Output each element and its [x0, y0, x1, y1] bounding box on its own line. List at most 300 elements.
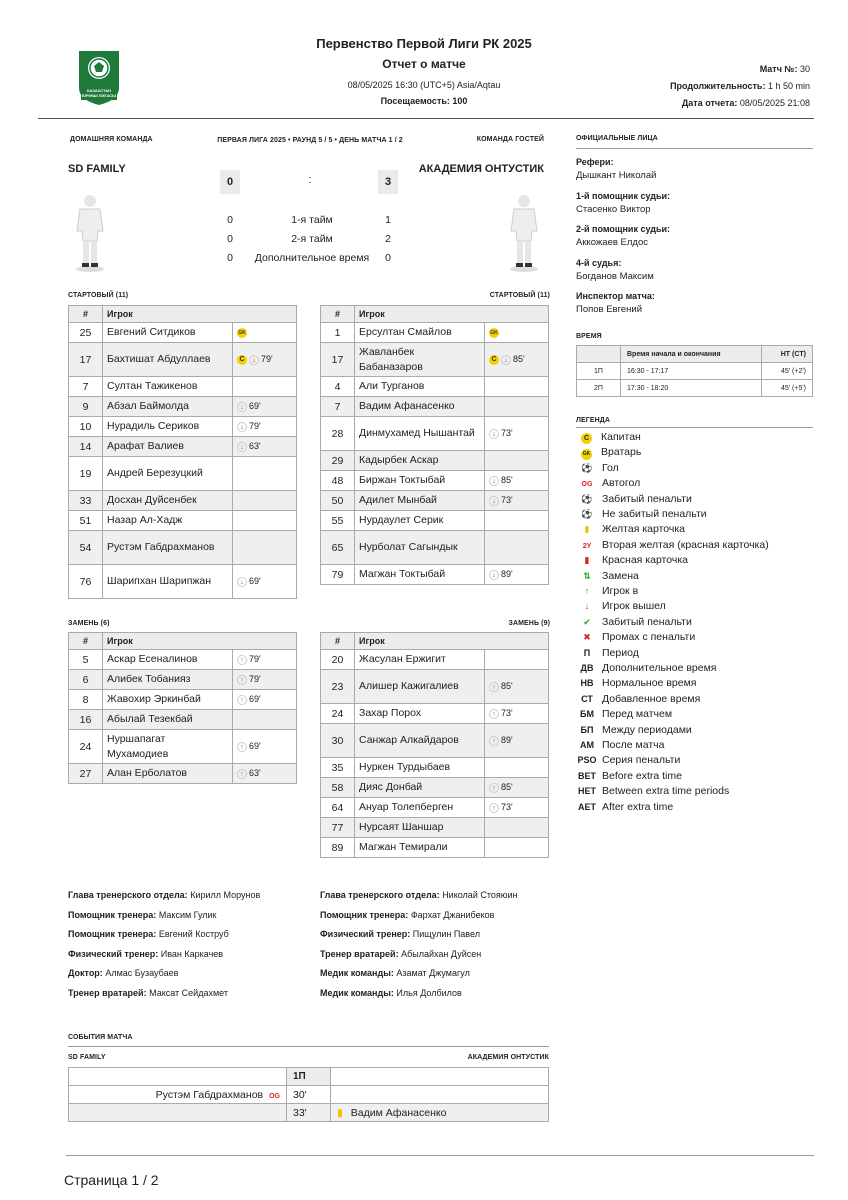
events-divider: [68, 1046, 549, 1047]
officials-list: [576, 156, 670, 324]
player-name: Магжан Темирали: [359, 841, 448, 853]
official-role: 4-й судья:: [576, 257, 622, 268]
sub-out-icon: ↓: [237, 442, 247, 452]
player-icons: [485, 471, 549, 491]
staff-row: [320, 890, 518, 910]
staff-role: Помощник тренера:: [320, 909, 409, 920]
player-number: 24: [69, 730, 103, 764]
player-number: 10: [69, 417, 103, 437]
legend-item: [576, 553, 688, 568]
report-date: [682, 98, 810, 108]
player-name: Рустэм Габдрахманов: [107, 541, 215, 553]
away-subs-caption: ЗАМЕНЬ (9): [508, 620, 550, 627]
player-icons: [485, 397, 549, 417]
table-row: [321, 531, 549, 565]
table-row: [321, 471, 549, 491]
player-name-cell: [355, 397, 485, 417]
player-name-cell: [355, 565, 485, 585]
player-name-cell: [355, 798, 485, 818]
player-icons: [485, 704, 549, 724]
player-number: 25: [69, 323, 103, 343]
player-name: Вадим Афанасенко: [359, 400, 455, 412]
player-number: 35: [321, 758, 355, 778]
player-icons: [233, 690, 297, 710]
staff-row: [320, 988, 518, 1008]
player-number: 20: [321, 650, 355, 670]
player-name: Санжар Алкайдаров: [359, 734, 459, 746]
sub-in-minute: 69': [249, 694, 261, 705]
staff-name: Максат Сейдахмет: [149, 987, 228, 998]
legend-label: Дополнительное время: [602, 662, 717, 674]
period-1-away: 1: [385, 214, 391, 226]
table-header-row: [321, 633, 549, 650]
player-name: Ануар Толепберген: [359, 801, 454, 813]
official-name: Стасенко Виктор: [576, 203, 651, 215]
col-player-header: Игрок: [355, 633, 549, 650]
staff-name: Максим Гулик: [158, 909, 217, 920]
table-row: [321, 724, 549, 758]
staff-name: Фархат Джанибеков: [410, 909, 495, 920]
legend-item: [576, 784, 729, 799]
check-icon: ✔: [583, 616, 591, 627]
player-name: Али Турганов: [359, 380, 425, 392]
player-name-cell: [103, 377, 233, 397]
table-header-row: [69, 306, 297, 323]
legend-label: Between extra time periods: [602, 785, 730, 798]
sub-out-icon: ↓: [237, 577, 247, 587]
legend-item: [576, 445, 641, 460]
player-name-cell: [103, 343, 233, 377]
player-name: Жавохир Эркинбай: [107, 693, 201, 705]
sub-in-minute: 63': [249, 768, 261, 779]
player-name-cell: [355, 377, 485, 397]
time-col-ht: HT (CT): [762, 346, 813, 363]
staff-row: [68, 910, 260, 930]
sub-out-icon: ↓: [501, 355, 511, 365]
player-icons: [485, 798, 549, 818]
player-number: 5: [69, 650, 103, 670]
staff-name: Кирилл Морунов: [190, 890, 261, 900]
own-goal-icon: OG: [581, 481, 593, 489]
table-row: [69, 417, 297, 437]
player-name: Бахтишат Абдуллаев: [107, 353, 211, 365]
player-icons: [233, 511, 297, 531]
legend-item: [576, 615, 692, 630]
table-row: [69, 531, 297, 565]
player-name: Нурадиль Сериков: [107, 420, 200, 432]
official-role: 2-й помощник судьи:: [576, 224, 671, 234]
time-range: 16:30 - 17:17: [621, 363, 762, 380]
col-number-header: #: [69, 306, 103, 323]
player-name: Биржан Токтыбай: [359, 474, 446, 486]
event-home-player: Рустэм Габдрахманов: [155, 1088, 264, 1101]
player-number: 76: [69, 565, 103, 599]
attendance-value: 100: [452, 96, 468, 106]
player-number: 8: [69, 690, 103, 710]
event-home-cell: [69, 1104, 287, 1122]
player-icons: [233, 437, 297, 457]
after-match-icon: АМ: [580, 740, 594, 750]
sub-in-icon: ↑: [237, 742, 247, 752]
legend-item: [576, 646, 639, 661]
player-icons: [233, 531, 297, 565]
player-icons: [485, 451, 549, 471]
staff-row: [68, 949, 260, 969]
event-minute: 30': [287, 1086, 331, 1104]
table-row: [69, 343, 297, 377]
sub-in-minute: 69': [249, 741, 261, 752]
extra-time-icon: ДВ: [580, 663, 594, 673]
player-name-cell: [355, 650, 485, 670]
staff-name: Евгений Коструб: [158, 929, 229, 939]
official-name: Попов Евгений: [576, 304, 643, 315]
player-number: 79: [321, 565, 355, 585]
captain-icon: C: [489, 355, 499, 365]
player-name: Кадырбек Аскар: [359, 454, 439, 466]
player-name-cell: [355, 724, 485, 758]
player-number: 23: [321, 670, 355, 704]
player-name: Назар Ал-Хадж: [107, 514, 183, 526]
table-header-row: [69, 633, 297, 650]
player-name: Нурдаулет Серик: [359, 514, 444, 526]
official-item: [576, 257, 670, 291]
player-name-cell: [103, 730, 233, 764]
player-number: 7: [321, 397, 355, 417]
sub-in-minute: 79': [249, 674, 261, 685]
yellow-card-icon: ▮: [337, 1106, 343, 1119]
player-name-cell: [355, 323, 485, 343]
table-row: [69, 457, 297, 491]
player-number: 48: [321, 471, 355, 491]
official-item: [576, 190, 670, 224]
player-icons: [485, 670, 549, 704]
player-icons: [485, 377, 549, 397]
report-subtitle: Отчет о матче: [382, 57, 466, 71]
home-subs-table: [68, 632, 297, 784]
events-home-header: [69, 1068, 287, 1086]
player-out-icon: ↓: [584, 601, 590, 612]
table-row: [321, 838, 549, 858]
official-role: Инспектор матча:: [576, 291, 655, 301]
player-name-cell: [103, 764, 233, 784]
legend-label: Между периодами: [602, 723, 692, 736]
events-away-header: [331, 1068, 549, 1086]
table-row: [69, 764, 297, 784]
player-icons: [485, 531, 549, 565]
staff-name: Абылайхан Дуйсен: [401, 948, 482, 959]
sub-out-icon: ↓: [237, 422, 247, 432]
staff-name: Иван Каркачев: [160, 948, 224, 959]
away-kit-figure: [504, 193, 544, 269]
staff-row: [68, 929, 260, 949]
sub-out-minute: 85': [513, 354, 525, 365]
staff-row: [320, 929, 518, 949]
table-row: [321, 670, 549, 704]
time-ht: 45' (+2'): [762, 363, 813, 380]
captain-icon: C: [581, 433, 592, 444]
staff-row: [320, 968, 518, 988]
player-number: 4: [321, 377, 355, 397]
player-number: 54: [69, 531, 103, 565]
sub-out-icon: ↓: [489, 429, 499, 439]
home-lineup-table: [68, 305, 297, 599]
legend-item: [576, 769, 682, 784]
table-row: [69, 323, 297, 343]
table-row: [321, 511, 549, 531]
attendance-label: Посещаемость:: [380, 96, 450, 106]
player-name: Абылай Тезекбай: [107, 713, 193, 725]
legend-item: [576, 800, 673, 815]
time-header-row: [577, 346, 813, 363]
before-match-icon: БМ: [580, 709, 594, 720]
player-name-cell: [103, 670, 233, 690]
legend-item: [576, 676, 696, 691]
player-number: 77: [321, 818, 355, 838]
player-number: 17: [321, 343, 355, 377]
player-icons: [233, 565, 297, 599]
table-row: [69, 397, 297, 417]
sub-out-minute: 79': [249, 421, 261, 432]
player-icons: [485, 565, 549, 585]
sub-in-minute: 73': [501, 802, 513, 813]
sub-in-icon: ↑: [237, 769, 247, 779]
player-in-icon: ↑: [584, 586, 590, 596]
player-name-cell: [103, 323, 233, 343]
table-row: [321, 818, 549, 838]
match-number: [760, 64, 810, 74]
player-icons: [485, 778, 549, 798]
away-lineup-table: [320, 305, 549, 585]
time-col-period: [577, 346, 621, 363]
player-number: 1: [321, 323, 355, 343]
official-item: [576, 290, 670, 324]
events-header-row: [69, 1068, 549, 1086]
player-number: 27: [69, 764, 103, 784]
player-name: Жасулан Ержигит: [359, 653, 446, 665]
staff-row: [68, 890, 260, 910]
events-away-team: АКАДЕМИЯ ОНТУСТИК: [467, 1054, 549, 1061]
legend-label: Желтая карточка: [602, 523, 686, 536]
legend-item: [576, 430, 641, 445]
between-extra-time-icon: HET: [578, 786, 596, 797]
sub-out-minute: 89': [501, 569, 513, 580]
legend-item: [576, 584, 638, 599]
table-row: [321, 343, 549, 377]
table-row: [69, 491, 297, 511]
legend-label: Автогол: [602, 477, 641, 490]
away-caption: КОМАНДА ГОСТЕЙ: [476, 136, 544, 143]
footer-divider: [66, 1155, 814, 1156]
player-name-cell: [355, 511, 485, 531]
home-score: 0: [220, 170, 240, 194]
player-icons: [485, 491, 549, 511]
player-icons: [233, 670, 297, 690]
player-number: 29: [321, 451, 355, 471]
player-name: Алибек Тобанияз: [107, 673, 191, 685]
player-icons: [233, 397, 297, 417]
table-row: [321, 704, 549, 724]
table-row: [69, 710, 297, 730]
player-name: Динмухамед Нышантай: [359, 427, 475, 439]
time-row: [577, 380, 813, 397]
events-table: [68, 1067, 549, 1122]
official-name: Дышкант Николай: [576, 170, 657, 181]
home-kit-figure: [70, 193, 110, 269]
legend-label: Серия пенальти: [602, 754, 681, 767]
goal-icon: ⚽: [581, 462, 593, 473]
home-subs-caption: ЗАМЕНЬ (6): [68, 620, 110, 627]
away-start-caption: СТАРТОВЫЙ (11): [489, 292, 550, 299]
events-home-team: SD FAMILY: [68, 1054, 106, 1061]
official-role: Рефери:: [576, 157, 614, 167]
time-range: 17:30 - 18:20: [621, 380, 762, 397]
player-name: Андрей Березуцкий: [107, 467, 203, 479]
player-name-cell: [355, 491, 485, 511]
player-name-cell: [355, 838, 485, 858]
player-icons: [233, 650, 297, 670]
player-icons: [485, 758, 549, 778]
player-name: Султан Тажикенов: [107, 380, 198, 392]
sub-in-minute: 85': [501, 782, 513, 793]
sub-out-icon: ↓: [249, 355, 259, 365]
player-number: 6: [69, 670, 103, 690]
event-away-player: Вадим Афанасенко: [350, 1106, 447, 1119]
player-icons: [233, 417, 297, 437]
sub-in-minute: 85': [501, 681, 513, 692]
added-time-icon: СТ: [581, 693, 593, 704]
player-name: Захар Порох: [359, 707, 422, 719]
penalty-scored-icon: ⚽: [581, 493, 593, 504]
sub-in-icon: ↑: [489, 803, 499, 813]
player-name-cell: [355, 778, 485, 798]
sub-in-minute: 79': [249, 654, 261, 665]
goalkeeper-icon: GK: [238, 329, 246, 336]
legend-item: [576, 522, 685, 537]
legend-label: Игрок вышел: [602, 600, 666, 613]
legend-label: Вторая желтая (красная карточка): [602, 538, 769, 551]
player-name-cell: [103, 457, 233, 491]
penalty-missed-icon: ⚽: [581, 509, 593, 519]
player-name-cell: [355, 758, 485, 778]
captain-icon: C: [237, 355, 247, 365]
legend-item: [576, 599, 666, 614]
player-number: 64: [321, 798, 355, 818]
sub-out-icon: ↓: [237, 402, 247, 412]
event-away-cell: [331, 1086, 549, 1104]
col-player-header: Игрок: [103, 633, 297, 650]
player-number: 14: [69, 437, 103, 457]
legend-caption: ЛЕГЕНДА: [576, 417, 611, 424]
table-row: [321, 798, 549, 818]
player-number: 24: [321, 704, 355, 724]
table-row: [321, 377, 549, 397]
between-periods-icon: БП: [580, 724, 594, 735]
officials-divider: [576, 148, 813, 149]
period-extra-label: Дополнительное время: [254, 252, 370, 264]
staff-role: Медик команды:: [320, 987, 394, 998]
player-name-cell: [355, 818, 485, 838]
time-col-range: Время начала и окончания: [621, 346, 762, 363]
player-number: 89: [321, 838, 355, 858]
player-number: 55: [321, 511, 355, 531]
staff-name: Пищулин Павел: [412, 929, 480, 939]
sub-in-icon: ↑: [489, 709, 499, 719]
staff-name: Илья Долбилов: [396, 987, 462, 998]
table-row: [69, 377, 297, 397]
sub-in-minute: 73': [501, 708, 513, 719]
sub-out-minute: 79': [261, 354, 273, 365]
time-caption: ВРЕМЯ: [576, 333, 602, 340]
staff-role: Глава тренерского отдела:: [68, 890, 188, 900]
sub-in-icon: ↑: [237, 695, 247, 705]
player-name: Магжан Токтыбай: [359, 568, 446, 580]
table-row: [321, 323, 549, 343]
period-icon: П: [583, 647, 591, 658]
legend-label: Период: [602, 646, 639, 659]
player-name-cell: [355, 670, 485, 704]
legend-item: [576, 723, 692, 738]
player-name-cell: [355, 451, 485, 471]
table-row: [321, 397, 549, 417]
player-name: Нурсаят Шаншар: [359, 821, 444, 833]
legend-item: [576, 461, 619, 476]
player-name-cell: [103, 650, 233, 670]
match-datetime: 08/05/2025 16:30 (UTC+5) Asia/Aqtau: [347, 80, 501, 90]
official-item: [576, 156, 670, 190]
event-home-cell: [69, 1086, 287, 1104]
player-name: Алишер Кажигалиев: [359, 680, 459, 692]
legend-item: [576, 707, 672, 722]
player-icons: [233, 710, 297, 730]
player-number: 65: [321, 531, 355, 565]
legend-item: [576, 661, 717, 676]
official-role: 1-й помощник судьи:: [576, 190, 671, 201]
player-icons: [485, 724, 549, 758]
home-staff: [68, 890, 260, 1007]
staff-role: Физический тренер:: [68, 948, 159, 959]
event-minute: 33': [287, 1104, 331, 1122]
legend-item: [576, 738, 664, 753]
player-name-cell: [103, 437, 233, 457]
player-name: Арафат Валиев: [107, 440, 184, 452]
duration-label: Продолжительность:: [670, 81, 766, 91]
player-icons: [485, 343, 549, 377]
time-ht: 45' (+5'): [762, 380, 813, 397]
staff-role: Доктор:: [68, 968, 103, 978]
away-team-name: АКАДЕМИЯ ОНТУСТИК: [418, 163, 544, 175]
player-icons: [233, 377, 297, 397]
penalty-shootout-icon: PSO: [577, 755, 597, 766]
table-row: [69, 511, 297, 531]
period-2-home: 0: [227, 233, 233, 245]
legend-label: Промах с пенальти: [602, 631, 696, 644]
player-icons: [485, 511, 549, 531]
legend-label: Перед матчем: [602, 708, 673, 721]
officials-caption: ОФИЦИАЛЬНЫЕ ЛИЦА: [576, 135, 658, 142]
player-name: Досхан Дуйсенбек: [107, 494, 197, 506]
normal-time-icon: НВ: [580, 678, 594, 689]
time-row: [577, 363, 813, 380]
col-number-header: #: [69, 633, 103, 650]
period-1-home: 0: [227, 214, 233, 226]
player-name-cell: [355, 704, 485, 724]
player-number: 51: [69, 511, 103, 531]
sub-in-icon: ↑: [237, 675, 247, 685]
cross-icon: ✖: [583, 632, 591, 643]
away-staff: [320, 890, 518, 1007]
legend-label: Забитый пенальти: [602, 615, 692, 628]
table-row: [321, 417, 549, 451]
